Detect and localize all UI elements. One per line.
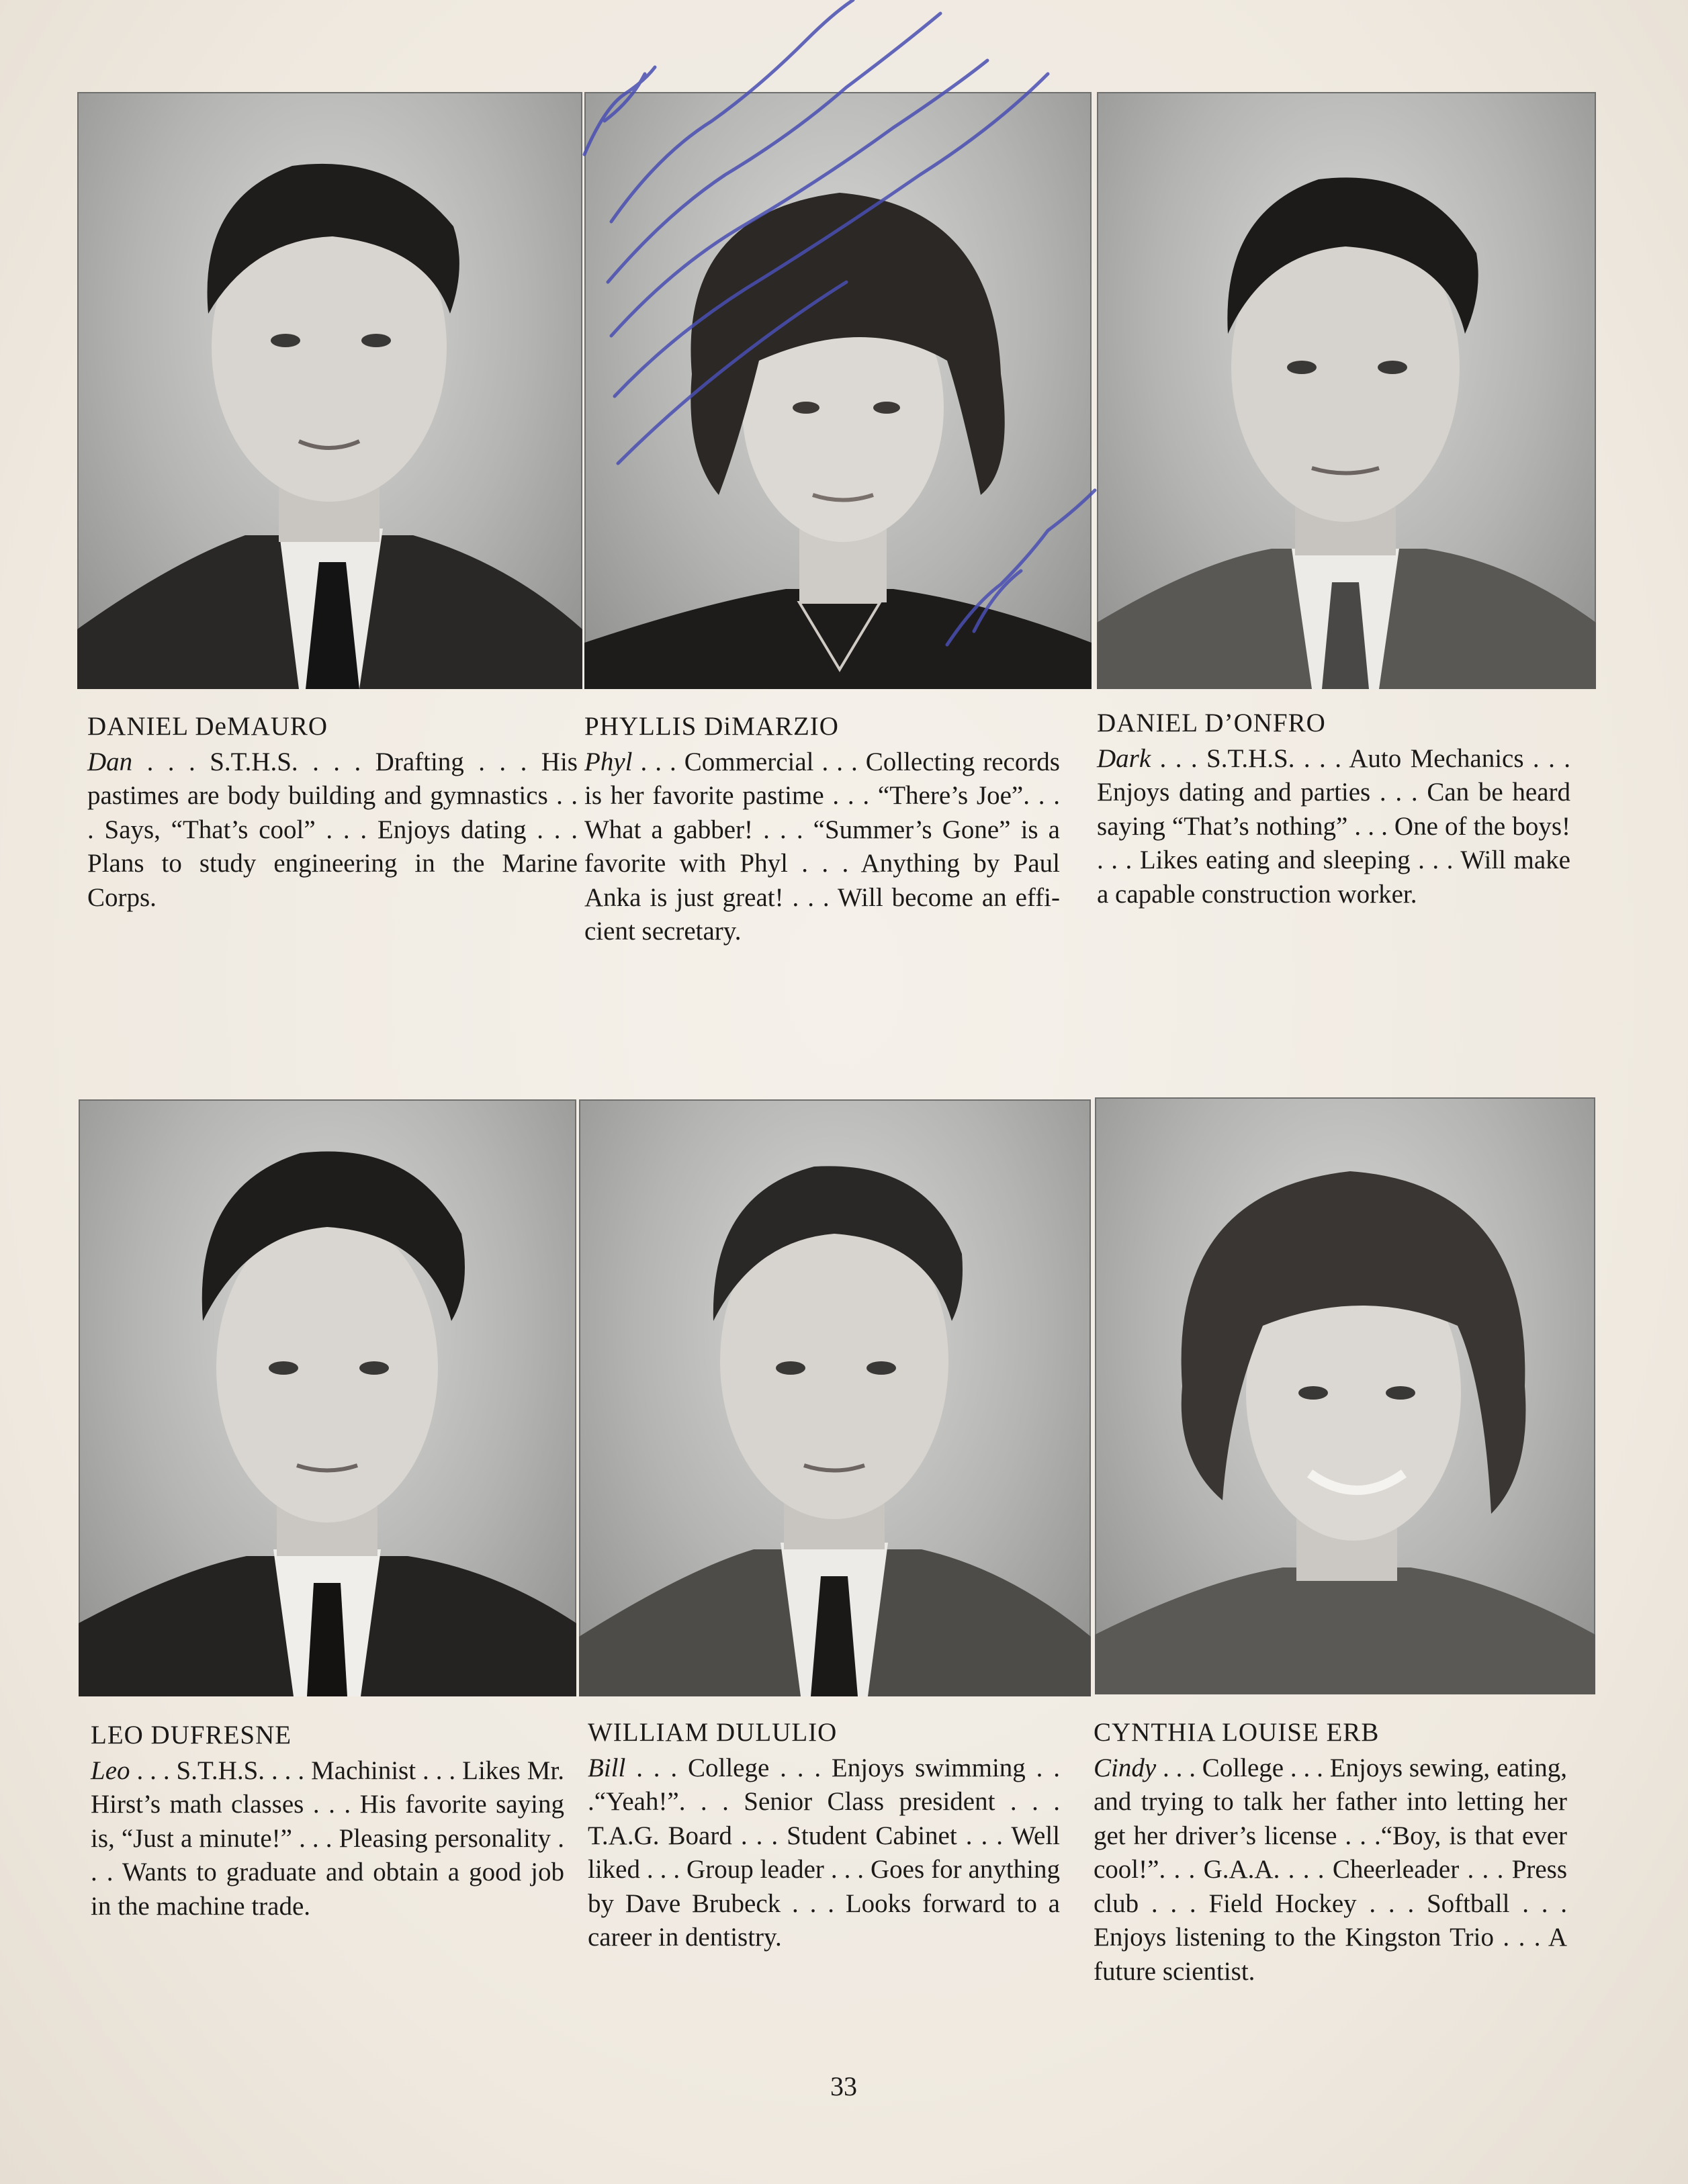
portrait-daniel-demauro [77,92,582,689]
student-bio: . . . College . . . Enjoys swimming . . .“Yeah!”. . . Senior Class president . . . T.A.G. Board . . . Student Cabinet . . . Well liked . . . Group leader . . . Goes for anything by Dave Brubeck . . . Looks forward to a career in dentistry. [588,1753,1060,1952]
student-nickname: Phyl [584,747,633,776]
portrait-william-dululio [579,1099,1091,1696]
caption-daniel-demauro [87,710,578,915]
student-bio: . . . College . . . Enjoys sewing, eating, and trying to talk her father into letting her get her driver’s license . . .“Boy, is that ever cool!”. . . G.A.A. . . . Cheerleader . . . Press club . . . Field Hockey . . . Softball . . . Enjoys listening to the Kingston Trio . . . A future scientist. [1094,1753,1567,1986]
caption-william-dululio [588,1716,1060,1955]
student-name: DANIEL D’ONFRO [1097,709,1326,737]
caption-phyllis-dimarzio [584,710,1060,949]
portrait-cynthia-louise-erb [1095,1097,1595,1694]
student-name: CYNTHIA LOUISE ERB [1094,1718,1380,1747]
student-bio: . . . Commercial . . . Collecting records is her favorite pastime . . . “There’s Joe”. . . What a gabber! . . . “Summer’s Gone” is a favorite with Phyl . . . Anything by Paul Anka is just great! . . . Will become an efficient secretary. [584,747,1060,946]
student-bio: . . . S.T.H.S. . . . Machinist . . . Likes Mr. Hirst’s math classes . . . His favorite saying is, “Just a minute!” . . . Pleasing personality . . . Wants to graduate and obtain a good job in the machine trade. [91,1756,564,1921]
portrait-daniel-donfro [1097,92,1596,689]
portrait-phyllis-dimarzio [584,92,1092,689]
portrait-leo-dufresne [79,1099,576,1696]
caption-leo-dufresne [91,1719,564,1923]
page-number: 33 [830,2071,857,2101]
student-nickname: Dark [1097,743,1151,773]
student-name: LEO DUFRESNE [91,1721,292,1749]
student-name: PHYLLIS DiMARZIO [584,712,839,741]
student-name: DANIEL DeMAURO [87,712,328,741]
student-bio: . . . S.T.H.S. . . . Drafting . . . His pastimes are body building and gymnastics . . . Says, “That’s cool” . . . Enjoys dating . . . Plans to study engineering in the Marine Corps. [87,747,578,912]
caption-daniel-donfro [1097,707,1570,911]
student-name: WILLIAM DULULIO [588,1718,838,1747]
student-nickname: Dan [87,747,133,776]
student-nickname: Cindy [1094,1753,1157,1782]
student-nickname: Bill [588,1753,626,1782]
student-nickname: Leo [91,1756,130,1785]
caption-cynthia-louise-erb [1094,1716,1567,1989]
student-bio: . . . S.T.H.S. . . . Auto Mechanics . . . Enjoys dating and parties . . . Can be heard saying “That’s nothing” . . . One of the boys! . . . Likes eating and sleeping . . . Will make a capable construction worker. [1097,743,1570,909]
